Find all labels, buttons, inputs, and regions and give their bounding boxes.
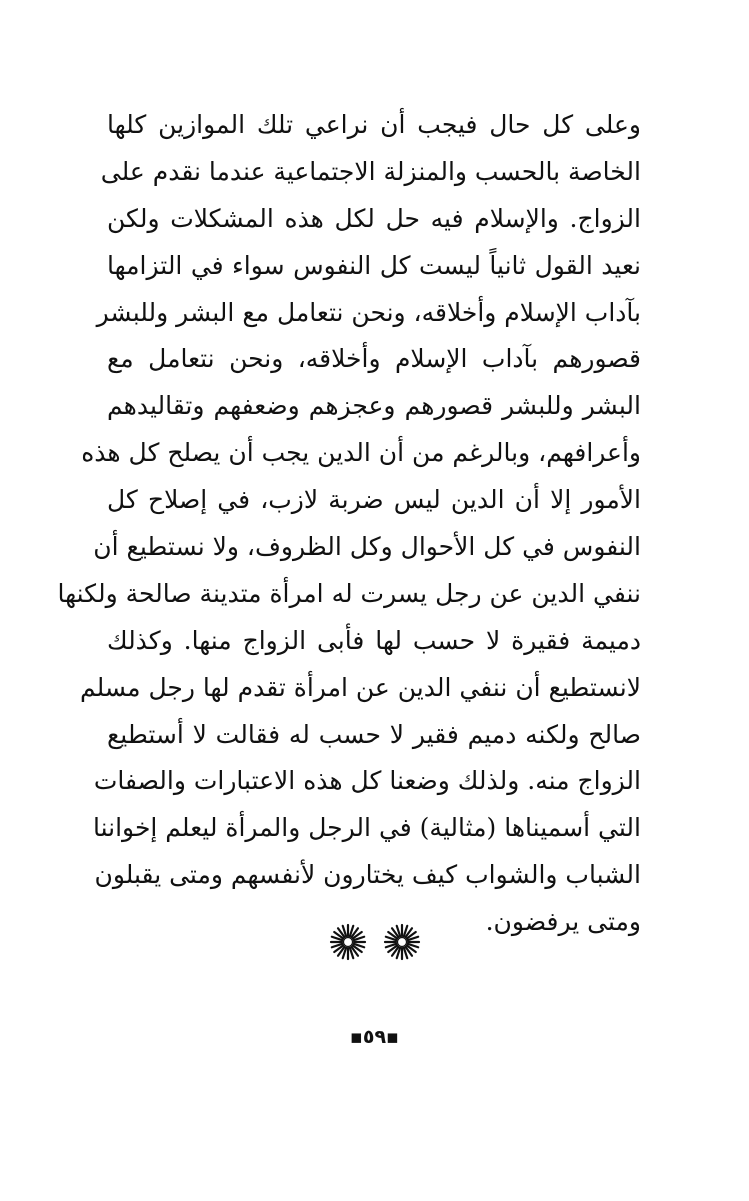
text-line: ننفي الدين عن رجل يسرت له امرأة متدينة صالحة ولكنها [57,578,641,608]
text-line: الأمور إلا أن الدين ليس ضربة لازب، في إصلاح كل [107,485,641,515]
text-line: دميمة فقيرة لا حسب لها فأبى الزواج منها. وكذلك [107,625,641,655]
text-line: الزواج. والإسلام فيه حل لكل هذه المشكلات ولكن [107,203,641,233]
text-line: الزواج منه. ولذلك وضعنا كل هذه الاعتبارات والصفات [93,766,641,796]
text-line: صالح ولكنه دميم فقير لا حسب له فقالت لا أستطيع [107,719,641,749]
page-number: ▪٥٩▪ [350,1026,399,1048]
text-line: نعيد القول ثانياً ليست كل النفوس سواء في التزامها [107,250,641,280]
text-line: لانستطيع أن ننفي الدين عن امرأة تقدم لها رجل مسلم [79,672,641,702]
text-line: وعلى كل حال فيجب أن نراعي تلك الموازين كلها [107,110,641,139]
text-line: وأعرافهم، وبالرغم من أن الدين يجب أن يصلح كل هذه [81,438,641,468]
text-line: قصورهم بآداب الإسلام وأخلاقه، ونحن نتعامل مع [107,344,641,374]
body-text [57,102,641,946]
text-line: البشر وللبشر قصورهم وعجزهم وضعفهم وتقاليدهم [107,391,641,421]
text-line: الخاصة بالحسب والمنزلة الاجتماعية عندما نقدم على [100,156,641,186]
starburst-ornament-icon [328,922,368,962]
section-divider [0,922,749,966]
text-line: بآداب الإسلام وأخلاقه، ونحن نتعامل مع البشر وللبشر [96,297,641,327]
text-line: التي أسميناها (مثالية) في الرجل والمرأة ليعلم إخواننا [92,813,641,843]
text-line: ومتى يرفضون. [485,907,641,937]
text-line: الشباب والشواب كيف يختارون لأنفسهم ومتى يقبلون [94,860,641,890]
starburst-ornament-icon [382,922,422,962]
text-line: النفوس في كل الأحوال وكل الظروف، ولا نستطيع أن [93,532,641,562]
